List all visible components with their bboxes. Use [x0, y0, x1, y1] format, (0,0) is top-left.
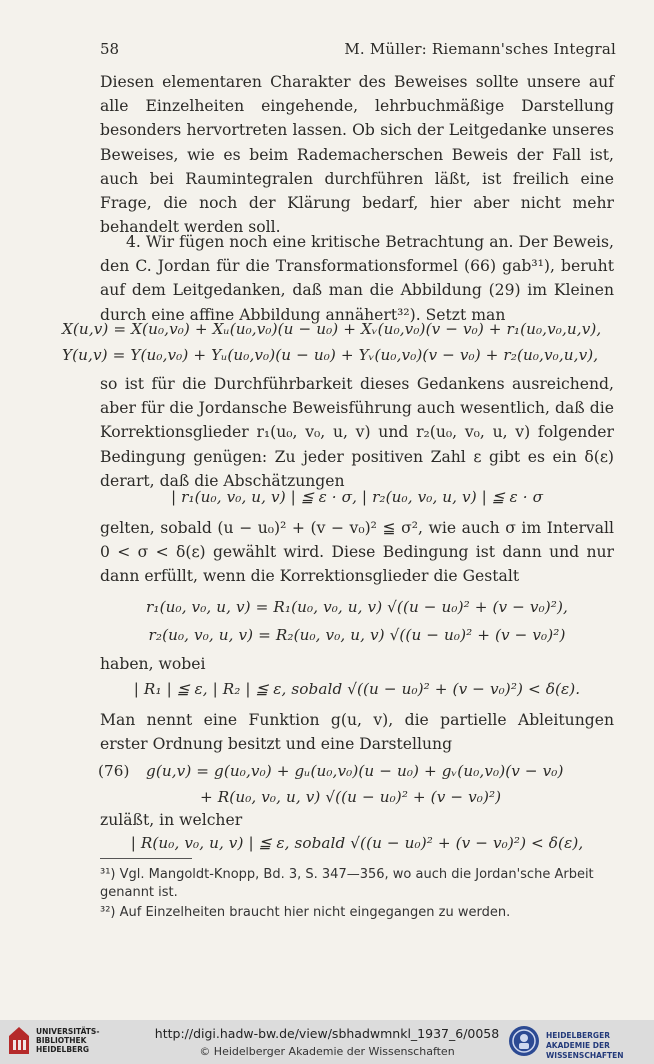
equation-last: | R(u₀, v₀, u, v) | ≦ ε, sobald √((u − u₀)² + (v − v₀)²) < δ(ε), [130, 834, 584, 852]
equation-estimates: | r₁(u₀, v₀, u, v) | ≦ ε · σ, | r₂(u₀, v₀, u, v) | ≦ ε · σ [170, 488, 544, 506]
equation-bounds: | R₁ | ≦ ε, | R₂ | ≦ ε, sobald √((u − u₀)² + (v − v₀)²) < δ(ε). [133, 680, 581, 698]
paragraph-5: haben, wobei [100, 655, 206, 673]
copyright-notice: © Heidelberger Akademie der Wissenschaften [199, 1045, 455, 1058]
paragraph-3: so ist für die Durchführbarkeit dieses Gedankens ausreichend, aber für die Jordansche Beweisführung auch wesentlich, daß die Korrektionsglieder r₁(u₀, v₀, u, v) und r₂(u₀, v₀, u, v) folgender Bedingung genügen: Zu jeder positiven Zahl ε gibt es ein δ(ε) derart, daß die Abschätzungen [100, 375, 614, 490]
equation-r1: r₁(u₀, v₀, u, v) = R₁(u₀, v₀, u, v) √((u − u₀)² + (v − v₀)²), [146, 598, 568, 616]
document-page: 58 M. Müller: Riemann'sches Integral Diesen elementaren Charakter des Beweises sollte unsere auf alle Einzelheiten eingehende, lehrbuchmäßige Darstellung besonders hervortreten lassen. Ob sich der Leitgedanke unseres Beweises, wie es beim Rademacherschen Beweis der Fall ist, auch bei Raumintegralen durchführen läßt, ist freilich eine Frage, die noch der Klärung bedarf, hier aber nicht mehr behandelt werden soll. 4. Wir fügen noch eine kritische Betrachtung an. Der Beweis, den C. Jordan für die Transformationsformel (66) gab³¹), beruht auf dem Leitgedanken, daß man die Abbildung (29) im Kleinen durch eine affine Abbildung annähert³²). Setzt man X(u,v) = X(u₀,v₀) + Xᵤ(u₀,v₀)(u − u₀) + Xᵥ(u₀,v₀)(v − v₀) + r₁(u₀,v₀,u,v), Y(u,v) = Y(u₀,v₀) + Yᵤ(u₀,v₀)(u − u₀) + Yᵥ(u₀,v₀)(v − v₀) + r₂(u₀,v₀,u,v), so ist für die Durchführbarkeit dieses Gedankens ausreichend, aber für die Jordansche Beweisführung auch wesentlich, daß die Korrektionsglieder r₁(u₀, v₀, u, v) und r₂(u₀, v₀, u, v) folgender Bedingung genügen: Zu jeder positiven Zahl ε gibt es ein δ(ε) derart, daß die Abschätzungen | r₁(u₀, v₀, u, v) | ≦ ε · σ, | r₂(u₀, v₀, u, v) | ≦ ε · σ gelten, sobald (u − u₀)² + (v − v₀)² ≦ σ², wie auch σ im Intervall 0 < σ < δ(ε) gewählt wird. Diese Bedingung ist dann und nur dann erfüllt, wenn die Korrektionsglieder die Gestalt r₁(u₀, v₀, u, v) = R₁(u₀, v₀, u, v) √((u − u₀)² + (v − v₀)²), r₂(u₀, v₀, u, v) = R₂(u₀, v₀, u, v) √((u − u₀)² + (v − v₀)²) haben, wobei | R₁ | ≦ ε, | R₂ | ≦ ε, sobald √((u − u₀)² + (v − v₀)²) < δ(ε). Man nennt eine Funktion g(u, v), die partielle Ableitungen erster Ordnung besitzt und eine Darstellung (76) g(u,v) = g(u₀,v₀) + gᵤ(u₀,v₀)(u − u₀) + gᵥ(u₀,v₀)(v − v₀) + R(u₀, v₀, u, v) √((u − u₀)² + (v − v₀)²) zuläßt, in welcher | R(u₀, v₀, u, v) | ≦ ε, sobald √((u − u₀)² + (v − v₀)²) < δ(ε), ³¹) Vgl. Mangoldt-Knopp, Bd. 3, S. 347—356, wo auch die Jordan'sche Arbeit genannt ist. ³²) Auf Einzelheiten braucht hier nicht eingegangen zu werden. [0, 0, 654, 1020]
equation-x: X(u,v) = X(u₀,v₀) + Xᵤ(u₀,v₀)(u − u₀) + Xᵥ(u₀,v₀)(v − v₀) + r₁(u₀,v₀,u,v), [62, 320, 602, 338]
paragraph-7: zuläßt, in welcher [100, 811, 243, 829]
equation-r2: r₂(u₀, v₀, u, v) = R₂(u₀, v₀, u, v) √((u − u₀)² + (v − v₀)²) [148, 626, 566, 644]
paragraph-6: Man nennt eine Funktion g(u, v), die partielle Ableitungen erster Ordnung besitzt und eine Darstellung [100, 711, 614, 754]
academy-name: HEIDELBERGER AKADEMIE DER WISSENSCHAFTEN [546, 1031, 624, 1060]
footnote-32: ³²) Auf Einzelheiten braucht hier nicht eingegangen zu werden. [100, 905, 511, 920]
equation-76-line-2: + R(u₀, v₀, u, v) √((u − u₀)² + (v − v₀)²) [200, 788, 502, 806]
page-number: 58 [100, 40, 120, 58]
equation-number: (76) [98, 762, 130, 780]
academy-seal-icon [508, 1025, 540, 1057]
paragraph-1: Diesen elementaren Charakter des Beweises sollte unsere auf alle Einzelheiten eingehende, lehrbuchmäßige Darstellung besonders hervortreten lassen. Ob sich der Leitgedanke unseres Beweises, wie es beim Rademacherschen Beweis der Fall ist, auch bei Raumintegralen durchführen läßt, ist freilich eine Frage, die noch der Klärung bedarf, hier aber nicht mehr behandelt werden soll. [100, 73, 614, 237]
running-title: M. Müller: Riemann'sches Integral [344, 40, 616, 58]
footer-bar [0, 1020, 654, 1064]
footnote-31: ³¹) Vgl. Mangoldt-Knopp, Bd. 3, S. 347—356, wo auch die Jordan'sche Arbeit genannt ist. [100, 867, 594, 900]
paragraph-4: gelten, sobald (u − u₀)² + (v − v₀)² ≦ σ², wie auch σ im Intervall 0 < σ < δ(ε) gewählt wird. Diese Bedingung ist dann und nur dann erfüllt, wenn die Korrektionsglieder die Gestalt [100, 519, 614, 586]
paragraph-2: 4. Wir fügen noch eine kritische Betrachtung an. Der Beweis, den C. Jordan für die Transformationsformel (66) gab³¹), beruht auf dem Leitgedanken, daß man die Abbildung (29) im Kleinen durch eine affine Abbildung annähert³²). Setzt man [100, 233, 614, 324]
source-url[interactable]: http://digi.hadw-bw.de/view/sbhadwmnkl_1937_6/0058 [154, 1026, 500, 1041]
page-header [100, 40, 616, 62]
equation-y: Y(u,v) = Y(u₀,v₀) + Yᵤ(u₀,v₀)(u − u₀) + Yᵥ(u₀,v₀)(v − v₀) + r₂(u₀,v₀,u,v), [62, 346, 599, 364]
footnote-rule [100, 858, 192, 859]
library-name: UNIVERSITÄTS-BIBLIOTHEK HEIDELBERG [36, 1027, 100, 1054]
